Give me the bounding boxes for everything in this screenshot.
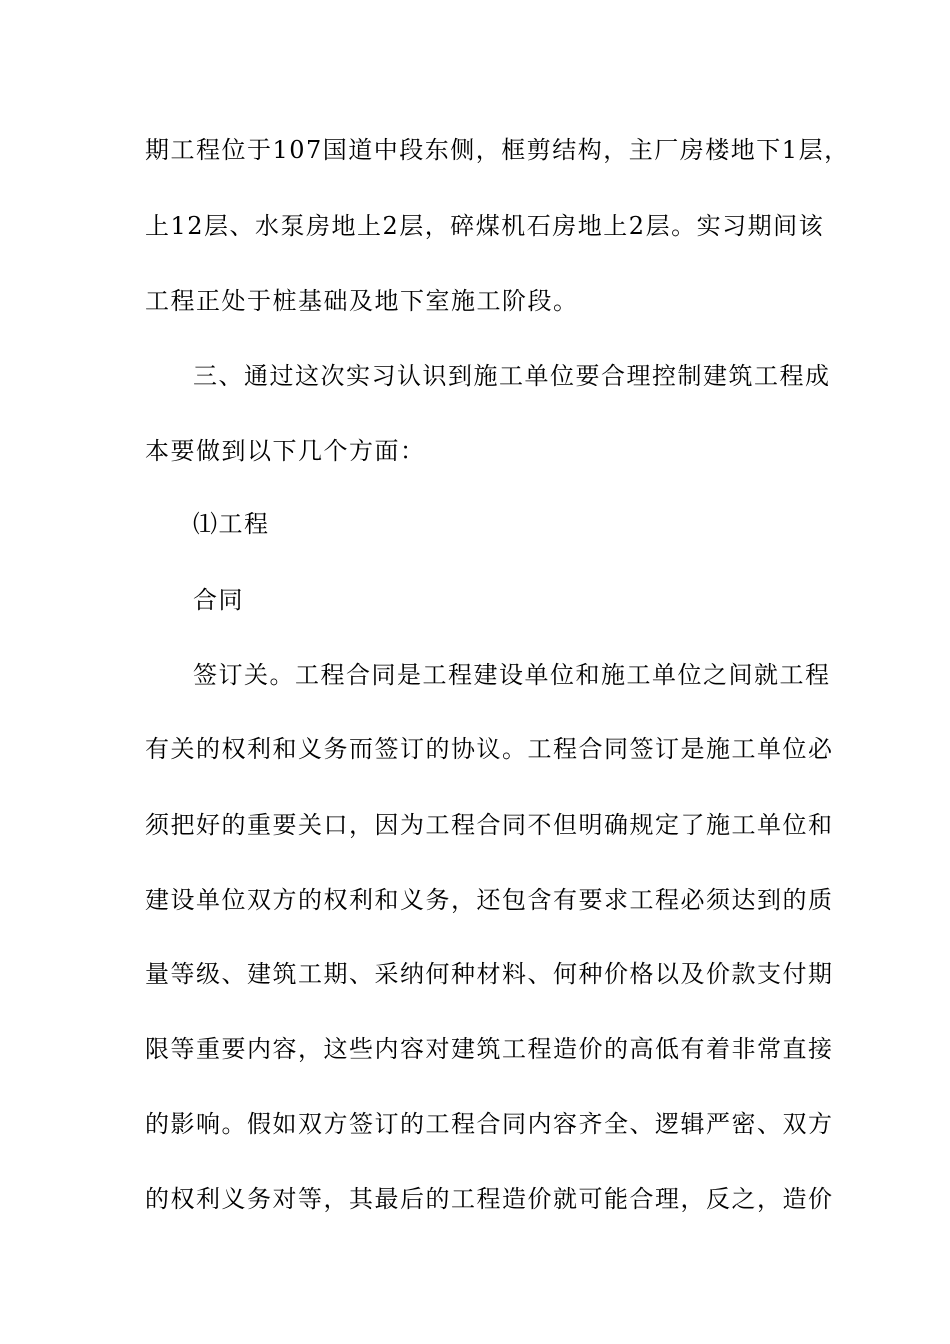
text-line: 工程正处于桩基础及地下室施工阶段。 xyxy=(145,287,579,315)
text-line: 的权利义务对等，其最后的工程造价就可能合理，反之，造价 xyxy=(145,1185,834,1213)
text-line: 上12层、水泵房地上2层，碎煤机石房地上2层。实习期间该 xyxy=(145,212,825,240)
text-line: 限等重要内容，这些内容对建筑工程造价的高低有着非常直接 xyxy=(145,1035,834,1063)
text-line: 建设单位双方的权利和义务，还包含有要求工程必须达到的质 xyxy=(145,886,834,914)
text-line: 期工程位于107国道中段东侧，框剪结构，主厂房楼地下1层， xyxy=(145,136,850,164)
list-item-label: ⑴工程 xyxy=(193,510,270,538)
text-line: 量等级、建筑工期、采纳何种材料、何种价格以及价款支付期 xyxy=(145,960,834,988)
text-line: 本要做到以下几个方面： xyxy=(145,437,426,465)
text-line: 有关的权利和义务而签订的协议。工程合同签订是施工单位必 xyxy=(145,735,834,763)
text-line: 合同 xyxy=(193,586,244,614)
paragraph-start: 签订关。工程合同是工程建设单位和施工单位之间就工程 xyxy=(193,661,831,689)
text-line: 的影响。假如双方签订的工程合同内容齐全、逻辑严密、双方 xyxy=(145,1110,834,1138)
section-heading: 三、通过这次实习认识到施工单位要合理控制建筑工程成 xyxy=(193,362,831,390)
text-line: 须把好的重要关口，因为工程合同不但明确规定了施工单位和 xyxy=(145,811,834,839)
